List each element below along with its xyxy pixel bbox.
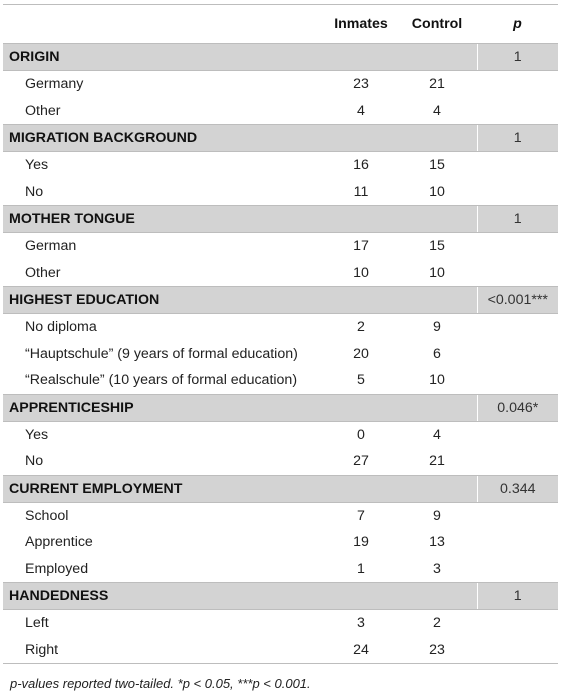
section-empty-cell — [325, 44, 397, 71]
control-value: 15 — [429, 157, 445, 174]
header-control: Control — [397, 5, 477, 44]
inmates-value: 16 — [353, 157, 369, 174]
section-header-row — [3, 44, 558, 71]
p-value-empty — [477, 637, 558, 664]
control-value: 4 — [433, 426, 441, 443]
row-label: German — [25, 238, 77, 255]
row-label: Other — [25, 264, 61, 281]
table-header-row — [3, 5, 558, 44]
p-value-empty — [477, 152, 558, 179]
inmates-value: 7 — [357, 507, 365, 524]
p-value-empty — [477, 71, 558, 98]
section-empty-cell — [325, 475, 397, 502]
control-value: 10 — [429, 372, 445, 389]
section-p-value: 1 — [477, 125, 558, 152]
section-empty-cell — [325, 583, 397, 610]
table-row — [3, 637, 558, 664]
table-row — [3, 314, 558, 341]
p-value-empty — [477, 98, 558, 125]
inmates-value: 0 — [357, 426, 365, 443]
table-row — [3, 341, 558, 368]
row-label: Right — [3, 637, 325, 664]
p-value-empty — [477, 367, 558, 394]
section-header-row — [3, 125, 558, 152]
section-empty-cell — [325, 287, 397, 314]
p-value-empty — [477, 260, 558, 287]
section-empty-cell — [397, 394, 477, 421]
section-header-row — [3, 475, 558, 502]
section-empty-cell — [397, 583, 477, 610]
section-title: MOTHER TONGUE — [3, 206, 325, 233]
inmates-value: 17 — [353, 238, 369, 255]
p-value-empty — [477, 314, 558, 341]
section-empty-cell — [397, 44, 477, 71]
control-value: 3 — [433, 560, 441, 577]
inmates-value: 11 — [353, 183, 369, 200]
control-value: 15 — [429, 238, 445, 255]
table-row — [3, 421, 558, 448]
control-value: 2 — [433, 615, 441, 632]
section-empty-cell — [325, 206, 397, 233]
row-label: Left — [25, 615, 49, 632]
table-row — [3, 610, 558, 637]
row-label: “Realschule” (10 years of formal education) — [25, 372, 298, 389]
table-row — [3, 448, 558, 475]
inmates-value: 1 — [357, 560, 365, 577]
section-p-value: 0.344 — [477, 475, 558, 502]
inmates-value: 10 — [353, 264, 369, 281]
inmates-value: 19 — [353, 534, 369, 551]
row-label: School — [25, 507, 69, 524]
section-p-value: 1 — [477, 583, 558, 610]
section-empty-cell — [397, 475, 477, 502]
control-value: 21 — [429, 453, 445, 470]
inmates-value: 4 — [357, 102, 365, 119]
control-value: 9 — [433, 319, 441, 336]
row-label: Yes — [25, 157, 49, 174]
row-label: Yes — [25, 426, 49, 443]
section-p-value: 0.046* — [477, 394, 558, 421]
section-empty-cell — [397, 125, 477, 152]
section-p-value: 1 — [477, 206, 558, 233]
inmates-value: 23 — [353, 76, 369, 93]
section-empty-cell — [325, 125, 397, 152]
section-p-value: 1 — [477, 44, 558, 71]
row-label: Employed — [25, 560, 89, 577]
inmates-value: 27 — [353, 453, 369, 470]
p-value-empty — [477, 233, 558, 260]
p-value-empty — [477, 448, 558, 475]
p-value-empty — [477, 610, 558, 637]
inmates-value: 3 — [357, 615, 365, 632]
control-value: 23 — [397, 637, 477, 664]
table-row — [3, 260, 558, 287]
row-label: Other — [25, 102, 61, 119]
row-label: No — [25, 453, 44, 470]
table-row — [3, 98, 558, 125]
control-value: 4 — [433, 102, 441, 119]
p-value-empty — [477, 529, 558, 556]
table-row — [3, 152, 558, 179]
table-row — [3, 367, 558, 394]
control-value: 6 — [433, 345, 441, 362]
inmates-value: 5 — [357, 372, 365, 389]
section-title: APPRENTICESHIP — [3, 394, 325, 421]
table-row — [3, 502, 558, 529]
control-value: 9 — [433, 507, 441, 524]
header-empty — [3, 5, 325, 44]
section-header-row — [3, 394, 558, 421]
table-row — [3, 556, 558, 583]
section-title: HIGHEST EDUCATION — [3, 287, 325, 314]
table-row — [3, 233, 558, 260]
p-value-empty — [477, 502, 558, 529]
section-empty-cell — [325, 394, 397, 421]
demographics-table — [3, 4, 558, 664]
section-empty-cell — [397, 206, 477, 233]
control-value: 13 — [429, 534, 445, 551]
inmates-value: 24 — [325, 637, 397, 664]
table-row — [3, 529, 558, 556]
section-title: ORIGIN — [3, 44, 325, 71]
table-row — [3, 71, 558, 98]
section-title: MIGRATION BACKGROUND — [3, 125, 325, 152]
section-title: CURRENT EMPLOYMENT — [3, 475, 325, 502]
section-header-row — [3, 583, 558, 610]
header-inmates: Inmates — [325, 5, 397, 44]
control-value: 10 — [429, 264, 445, 281]
section-empty-cell — [397, 287, 477, 314]
section-p-value: <0.001*** — [477, 287, 558, 314]
inmates-value: 2 — [357, 319, 365, 336]
p-value-empty — [477, 421, 558, 448]
section-title: HANDEDNESS — [3, 583, 325, 610]
row-label: Apprentice — [25, 534, 93, 551]
table-footnote: p-values reported two-tailed. *p < 0.05, ***p < 0.001. — [10, 676, 311, 691]
demographics-table-container — [3, 4, 558, 664]
table-body — [3, 44, 558, 664]
header-p-value: p — [477, 5, 558, 44]
row-label: Germany — [25, 76, 84, 93]
p-value-empty — [477, 341, 558, 368]
row-label: “Hauptschule” (9 years of formal education) — [25, 345, 298, 362]
control-value: 21 — [429, 76, 445, 93]
p-value-empty — [477, 179, 558, 206]
section-header-row — [3, 287, 558, 314]
p-value-empty — [477, 556, 558, 583]
row-label: No diploma — [25, 319, 97, 336]
section-header-row — [3, 206, 558, 233]
table-row — [3, 179, 558, 206]
inmates-value: 20 — [353, 345, 369, 362]
row-label: No — [25, 183, 44, 200]
control-value: 10 — [429, 183, 445, 200]
